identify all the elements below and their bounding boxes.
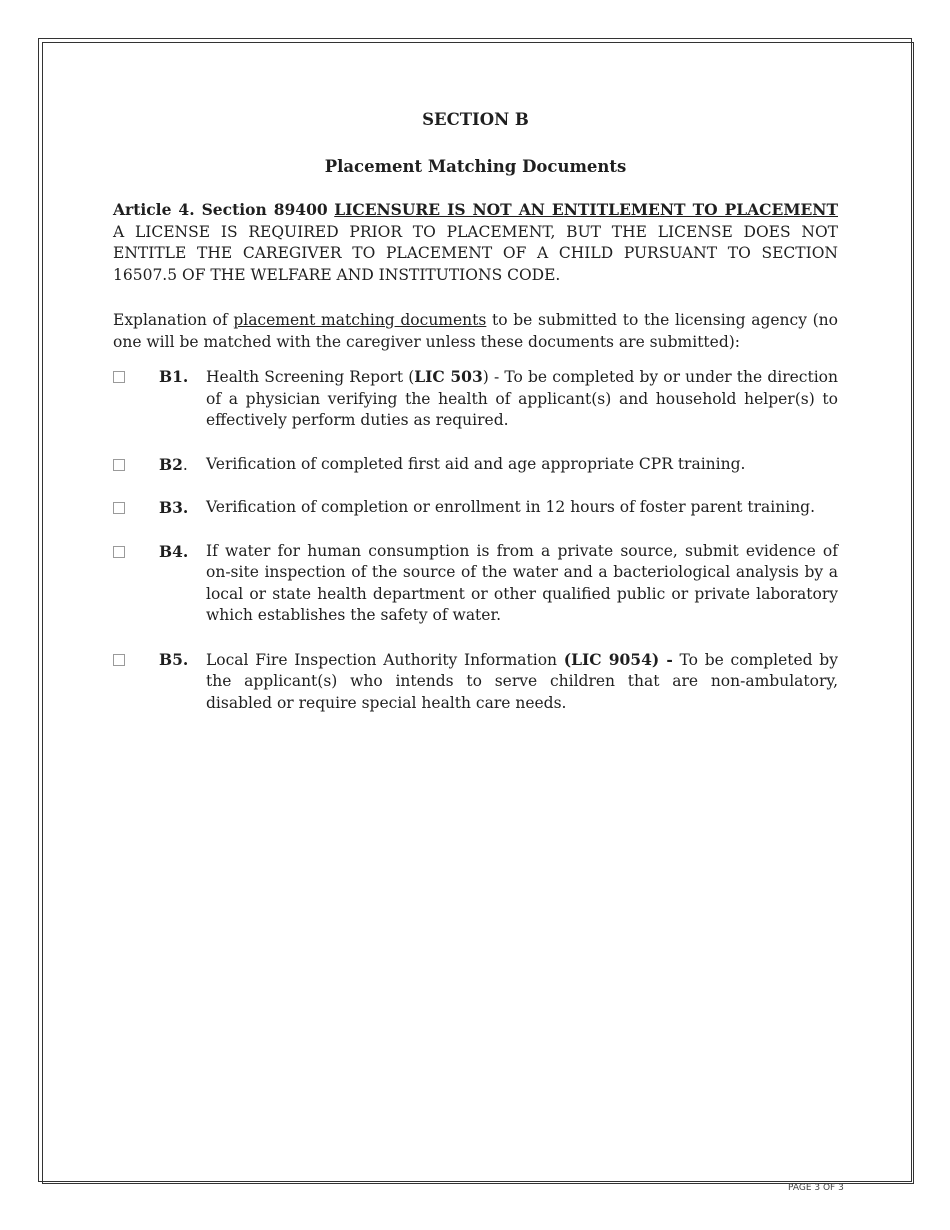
item-b4-text: If water for human consumption is from a private source, submit evidence of on-site inspection of the source of the water and a bacteriological analysis by a local or state health department or other qualified public or private laboratory which establishes the safety of water.	[206, 541, 838, 624]
item-b1-text-after: ) - To be completed by or under the direction of a physician verifying the health of applicant(s) and household helper(s) to effectively perform duties as required.	[206, 368, 838, 429]
section-subtitle: Placement Matching Documents	[324, 157, 627, 176]
item-b3-text: Verification of completion or enrollment in 12 hours of foster parent training.	[206, 498, 816, 516]
checklist-item-b3	[113, 497, 838, 519]
item-code-b1: B1.	[159, 367, 189, 386]
explanation-paragraph	[113, 310, 838, 353]
checklist-item-b1	[113, 366, 838, 432]
item-code-b2	[159, 454, 188, 477]
page-number: PAGE 3 OF 3	[788, 1183, 844, 1193]
item-b5-text-before: Local Fire Inspection Authority Information	[206, 650, 564, 669]
explanation-suffix: to be submitted to the licensing agency (no one will be matched with the caregiver unless these documents are submitted):	[113, 311, 838, 351]
explanation-underlined: placement matching documents	[233, 311, 487, 329]
checkbox-b4[interactable]	[113, 546, 125, 558]
section-heading: SECTION B	[422, 110, 529, 129]
checkbox-b3[interactable]	[113, 502, 125, 514]
item-code-b2-label: B2	[159, 454, 183, 474]
item-b2-text: Verification of completed first aid and age appropriate CPR training.	[206, 454, 746, 473]
item-code-b3: B3.	[159, 498, 189, 517]
document-body	[113, 106, 838, 736]
article-title: LICENSURE IS NOT AN ENTITLEMENT TO PLACEMENT	[334, 200, 838, 219]
item-b1-form: LIC 503	[414, 367, 483, 386]
article-paragraph	[113, 199, 838, 286]
item-b5-form: (LIC 9054) -	[563, 649, 673, 669]
item-code-b4: B4.	[159, 541, 189, 561]
item-b5-text-after: To be completed by the applicant(s) who intends to serve children that are non-ambulatory, disabled or require special health care needs.	[206, 650, 838, 712]
checklist-item-b2	[113, 454, 838, 476]
item-b1-text-before: Health Screening Report (	[206, 368, 415, 386]
article-lead: Article 4. Section 89400	[113, 200, 328, 219]
checkbox-b5[interactable]	[113, 654, 125, 666]
checkbox-b2[interactable]	[113, 459, 125, 471]
item-code-b5: B5.	[159, 649, 189, 669]
checkbox-b1[interactable]	[113, 371, 125, 383]
checklist	[113, 366, 838, 714]
item-code-b2-dot: .	[182, 455, 188, 474]
checklist-item-b4	[113, 541, 838, 627]
explanation-prefix: Explanation of	[113, 311, 228, 329]
checklist-item-b5	[113, 649, 838, 715]
article-body: A LICENSE IS REQUIRED PRIOR TO PLACEMENT, BUT THE LICENSE DOES NOT ENTITLE THE CAREGIVER TO PLACEMENT OF A CHILD PURSUANT TO SECTION 16507.5 OF THE WELFARE AND INSTITUTIONS CODE.	[113, 222, 838, 284]
